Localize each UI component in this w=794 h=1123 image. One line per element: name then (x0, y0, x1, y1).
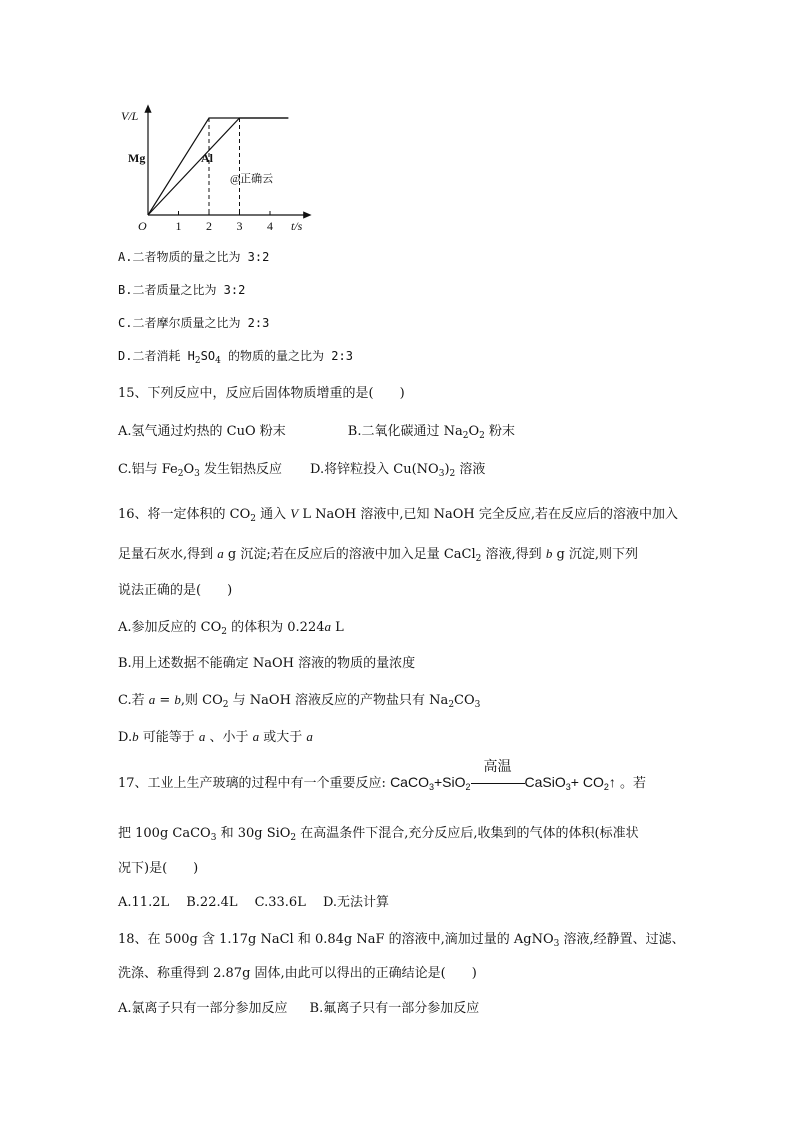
q18-stem-line2: 洗涤、称重得到 2.87g 固体,由此可以得出的正确结论是( ) (118, 966, 477, 981)
q18-option-b: B.氟离子只有一部分参加反应 (309, 1001, 480, 1016)
q18-options-row1 (118, 1000, 479, 1018)
series-label-mg: Mg (128, 151, 146, 165)
q16-stem-line3: 说法正确的是( ) (118, 583, 233, 598)
q15-stem: 15、下列反应中，反应后固体物质增重的是( ) (118, 386, 405, 401)
q15-options-row1 (118, 423, 515, 445)
volume-time-chart (118, 100, 318, 240)
q17-stem-line2: 把 100g CaCO$_3$ 和 30g SiO$_2$ 在高温条件下混合,充分反应后,收集到的气体的体积(标准状 (118, 826, 639, 843)
x-tick-group (176, 211, 274, 233)
q15-option-c: C.铝与 $Fe_2O_3$ 发生铝热反应 (118, 462, 283, 479)
q17-options: A.11.2L B.22.4L C.33.6L D.无法计算 (118, 895, 390, 910)
series-group (128, 118, 288, 215)
x-tick-label: 2 (206, 219, 212, 233)
q16-option-c: C.若 a = b,则 $CO_2$ 与 NaOH 溶液反应的产物盐只有 $Na_2CO_3$ (118, 692, 481, 710)
guide-group (209, 118, 240, 215)
x-tick-label: 1 (175, 219, 182, 233)
q16-option-b: B.用上述数据不能确定 NaOH 溶液的物质的量浓度 (118, 656, 416, 671)
x-axis-label: t/s (291, 219, 303, 233)
q16-stem-line2: 足量石灰水,得到 a g 沉淀;若在反应后的溶液中加入足量 CaCl$_2$ 溶液,得到 b g 沉淀,则下列 (118, 546, 639, 564)
q18-stem-line1: 18、在 500g 含 1.17g NaCl 和 0.84g NaF 的溶液中,滴加过量的 AgNO$_3$ 溶液,经静置、过滤、 (118, 932, 685, 949)
q15-option-b: B.二氧化碳通过 $Na_2O_2$ 粉末 (347, 424, 515, 441)
reaction-condition: 高温 (471, 773, 525, 791)
series-label-al: Al (201, 151, 213, 165)
x-tick-label: 3 (236, 219, 243, 233)
chart-svg (118, 100, 318, 240)
x-tick-label: 4 (267, 219, 273, 233)
series-line-al (148, 118, 288, 215)
gas-arrow: ↑ (608, 774, 616, 790)
q17-stem-line3: 况下)是( ) (118, 861, 199, 876)
q14-option-c: C.二者摩尔质量之比为 2:3 (118, 316, 270, 330)
q15-option-a: A.氢气通过灼热的 CuO 粉末 (118, 424, 286, 439)
q16-stem-line1: 16、将一定体积的 $CO_2$ 通入 V L NaOH 溶液中,已知 NaOH 完全反应,若在反应后的溶液中加入 (118, 506, 679, 524)
q16-option-a: A.参加反应的 $CO_2$ 的体积为 0.224a L (118, 619, 344, 637)
origin-label: O (138, 219, 147, 233)
y-axis-label: V/L (121, 109, 139, 123)
watermark-text: @正确云 (230, 173, 274, 185)
q17-stem-line1: 17、工业上生产玻璃的过程中有一个重要反应: CaCO$_3$+SiO$_2$ 高温 CaSiO$_3$+ $CO_2↑$ 。若 (118, 758, 646, 792)
q15-option-d: D.将锌粒投入 $Cu(NO_3)_2$ 溶液 (310, 462, 486, 479)
q18-option-a: A.氯离子只有一部分参加反应 (118, 1001, 288, 1016)
q14-option-d: D.二者消耗 $H_2SO_4$ 的物质的量之比为 2:3 (118, 349, 353, 366)
series-line-mg (148, 118, 288, 215)
q16-option-d: D.b 可能等于 a 、小于 a 或大于 a (118, 729, 313, 745)
q14-option-a: A.二者物质的量之比为 3:2 (118, 250, 270, 264)
q14-option-b: B.二者质量之比为 3:2 (118, 283, 246, 297)
q17-equation: CaCO$_3$+SiO$_2$ 高温 CaSiO$_3$+ $CO_2↑$ (390, 758, 616, 792)
q15-options-row2 (118, 461, 485, 483)
